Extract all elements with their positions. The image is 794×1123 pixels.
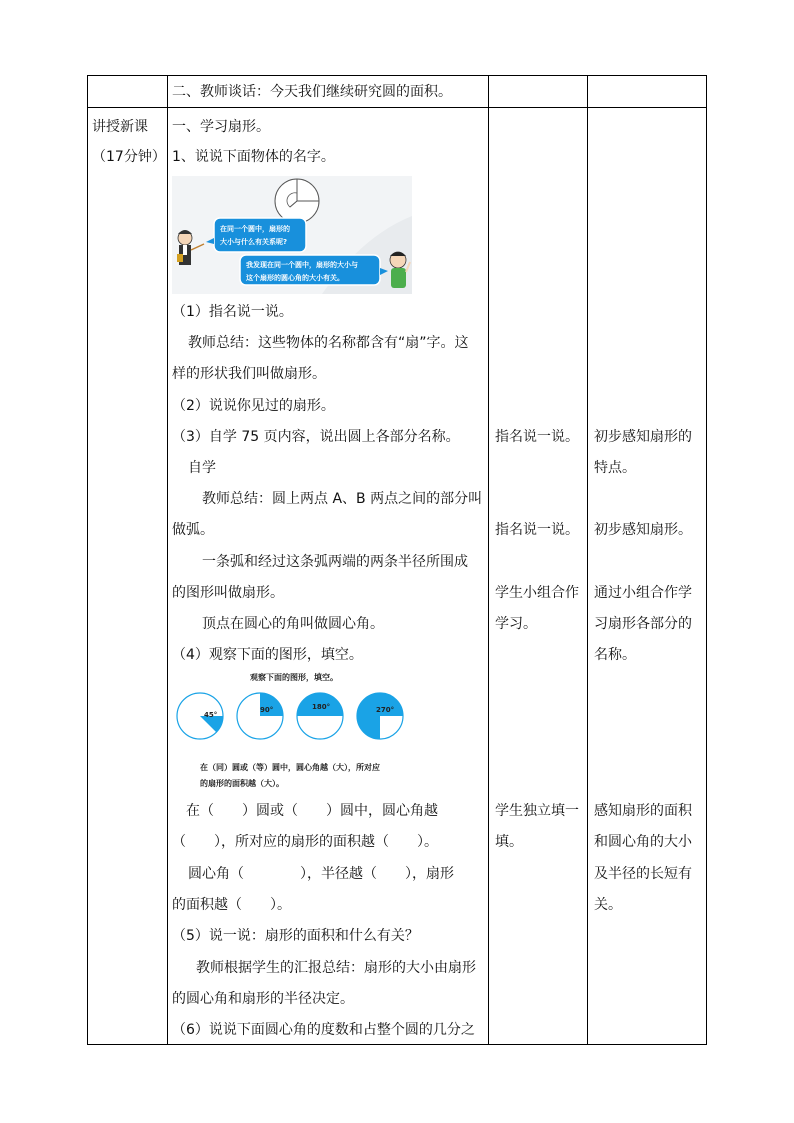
design-intent: 及半径的长短有 bbox=[594, 866, 692, 882]
content-line: （ ），所对应的扇形的面积越（ ）。 bbox=[172, 834, 438, 850]
design-intent: 习扇形各部分的 bbox=[594, 616, 692, 632]
bubble-teacher bbox=[206, 218, 306, 252]
bubble-student bbox=[240, 255, 388, 285]
content-line: （1）指名说一说。 bbox=[172, 304, 293, 320]
student-activity: 学习。 bbox=[495, 616, 537, 632]
angle-label-270: 270° bbox=[376, 706, 395, 714]
sector-180 bbox=[297, 693, 343, 739]
figure-title: 观察下面的图形，填空。 bbox=[250, 673, 338, 682]
header-row-text: 二、教师谈话：今天我们继续研究圆的面积。 bbox=[172, 84, 452, 100]
figure-fill-line1: 在（同）圆或（等）圆中，圆心角越（大），所对应 bbox=[200, 763, 380, 772]
angle-label-45: 45° bbox=[204, 711, 218, 719]
angle-label-90: 90° bbox=[260, 706, 274, 714]
content-line: 样的形状我们叫做扇形。 bbox=[172, 366, 326, 382]
sector-270 bbox=[357, 693, 403, 739]
bubble-teacher-line1: 在同一个圆中，扇形的 bbox=[220, 225, 290, 233]
design-intent: 名称。 bbox=[594, 647, 636, 663]
content-line: 一条弧和经过这条弧两端的两条半径所围成 bbox=[202, 554, 468, 570]
design-intent: 初步感知扇形的 bbox=[594, 429, 692, 445]
content-line: 的面积越（ ）。 bbox=[172, 897, 291, 913]
content-line: 顶点在圆心的角叫做圆心角。 bbox=[202, 616, 384, 632]
sector-90 bbox=[237, 693, 283, 739]
design-intent: 感知扇形的面积 bbox=[594, 803, 692, 819]
content-line: （4）观察下面的图形，填空。 bbox=[172, 647, 363, 663]
content-line: 教师根据学生的汇报总结：扇形的大小由扇形 bbox=[196, 960, 476, 976]
figure-fill-line2: 的扇形的面积越（大）。 bbox=[200, 779, 284, 788]
circle-with-sector-icon bbox=[275, 179, 319, 223]
content-line: （6）说说下面圆心角的度数和占整个圆的几分之 bbox=[172, 1022, 475, 1038]
content-line: 的图形叫做扇形。 bbox=[172, 585, 284, 601]
student-activity: 学生独立填一 bbox=[495, 803, 579, 819]
content-line: （5）说一说：扇形的面积和什么有关？ bbox=[172, 928, 419, 944]
content-line: 在（ ）圆或（ ）圆中，圆心角越 bbox=[186, 803, 438, 819]
student-activity: 指名说一说。 bbox=[495, 522, 579, 538]
content-line: 圆心角（ ），半径越（ ），扇形 bbox=[188, 866, 454, 882]
design-intent: 初步感知扇形。 bbox=[594, 522, 692, 538]
design-intent: 和圆心角的大小 bbox=[594, 834, 692, 850]
content-line: 教师总结：圆上两点 A、B 两点之间的部分叫 bbox=[202, 491, 483, 507]
content-line: （3）自学 75 页内容，说出圆上各部分名称。 bbox=[172, 429, 460, 445]
design-intent: 特点。 bbox=[594, 460, 636, 476]
section-label: 讲授新课 bbox=[92, 119, 148, 135]
content-line: （2）说说你见过的扇形。 bbox=[172, 398, 335, 414]
content-line: 一、学习扇形。 bbox=[172, 119, 270, 135]
angle-label-180: 180° bbox=[312, 703, 331, 711]
content-line: 教师总结：这些物体的名称都含有“扇”字。这 bbox=[188, 335, 469, 351]
sector-45 bbox=[177, 693, 223, 739]
bubble-teacher-line2: 大小与什么有关系呢? bbox=[220, 238, 288, 246]
bubble-student-line2: 这个扇形的圆心角的大小有关。 bbox=[246, 274, 344, 282]
design-intent: 关。 bbox=[594, 897, 622, 913]
content-line: 1、说说下面物体的名字。 bbox=[172, 149, 335, 165]
sector-discussion-figure bbox=[172, 176, 412, 294]
content-line: 的圆心角和扇形的半径决定。 bbox=[172, 991, 354, 1007]
sector-angles-figure bbox=[172, 670, 412, 792]
content-line: 做弧。 bbox=[172, 522, 214, 538]
content-line: 自学 bbox=[188, 460, 216, 476]
student-activity: 指名说一说。 bbox=[495, 429, 579, 445]
student-activity: 学生小组合作 bbox=[495, 585, 579, 601]
bubble-student-line1: 我发现在同一个圆中，扇形的大小与 bbox=[246, 261, 358, 269]
design-intent: 通过小组合作学 bbox=[594, 585, 692, 601]
student-activity: 填。 bbox=[495, 834, 523, 850]
section-duration: （17分钟） bbox=[92, 149, 166, 165]
